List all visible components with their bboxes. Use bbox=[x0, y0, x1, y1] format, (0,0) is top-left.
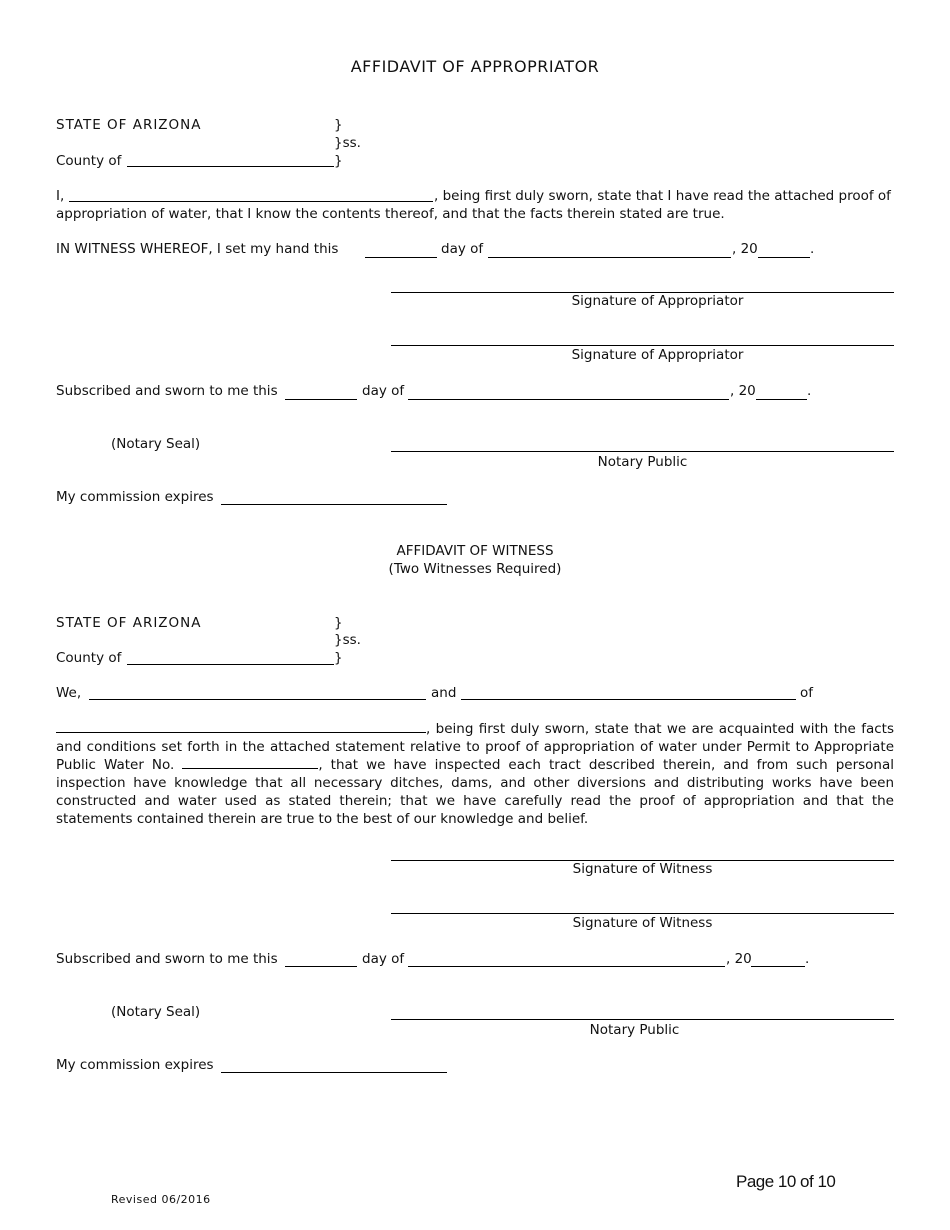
notary-public-label: Notary Public bbox=[589, 1022, 680, 1038]
county-label: County of bbox=[56, 650, 122, 666]
brace-ss: }ss. bbox=[334, 632, 361, 648]
brace: } bbox=[334, 615, 343, 631]
day-of-label: day of bbox=[362, 383, 405, 399]
witness-statement-part2: , that we have inspected each tract described therein, and from such personal inspection have knowledge that all necessary ditches, dams, and other diversions and distributing works have been constructed and water used as stated therein; that we have carefully read the proof of appropriation and that the statements contained therein are true to the best of our knowledge and belief. bbox=[56, 757, 895, 827]
witness-statement-part1: , being first duly sworn, state that we are acquainted with the facts and conditions set forth in the attached statement relative to proof of appropriation of water under Permit to Appropriate Public Water No. bbox=[56, 721, 894, 773]
day-field[interactable] bbox=[365, 257, 437, 258]
commission-label: My commission expires bbox=[56, 1057, 214, 1073]
witness-notary-month-field[interactable] bbox=[408, 966, 725, 967]
revised-date: Revised 06/2016 bbox=[111, 1193, 211, 1206]
county-field[interactable] bbox=[127, 166, 334, 167]
appropriator-signature-line-2[interactable] bbox=[391, 345, 894, 346]
period: . bbox=[810, 241, 815, 257]
witness-statement-paragraph bbox=[56, 720, 894, 828]
appropriator-name-field[interactable] bbox=[69, 201, 433, 202]
notary-year-field[interactable] bbox=[756, 399, 807, 400]
witness-signature-line-2[interactable] bbox=[391, 913, 894, 914]
witness-2-name-field[interactable] bbox=[461, 699, 796, 700]
notary-day-field[interactable] bbox=[285, 399, 357, 400]
oath-prefix: I, bbox=[56, 188, 65, 204]
witness-address-field[interactable] bbox=[56, 720, 426, 733]
year-prefix: , 20 bbox=[730, 383, 756, 399]
month-field[interactable] bbox=[488, 257, 731, 258]
page-number: Page 10 of 10 bbox=[736, 1172, 836, 1191]
notary-signature-line[interactable] bbox=[391, 451, 894, 452]
witness-notary-day-field[interactable] bbox=[285, 966, 357, 967]
notary-seal-label: (Notary Seal) bbox=[111, 436, 201, 452]
brace: } bbox=[334, 117, 343, 133]
of-label: of bbox=[800, 685, 814, 701]
and-label: and bbox=[431, 685, 457, 701]
appropriator-signature-label-2: Signature of Appropriator bbox=[571, 347, 744, 363]
year-prefix: , 20 bbox=[732, 241, 758, 257]
period: . bbox=[807, 383, 812, 399]
witness-signature-label-2: Signature of Witness bbox=[572, 915, 713, 931]
brace-ss: }ss. bbox=[334, 135, 361, 151]
state-label: STATE OF ARIZONA bbox=[56, 615, 202, 631]
oath-text-line1: , being first duly sworn, state that I have read the attached proof of bbox=[434, 188, 891, 204]
witness-title: AFFIDAVIT OF WITNESS bbox=[396, 543, 554, 559]
year-field[interactable] bbox=[758, 257, 810, 258]
witness-1-name-field[interactable] bbox=[89, 699, 426, 700]
state-label: STATE OF ARIZONA bbox=[56, 117, 202, 133]
subscribed-text: Subscribed and sworn to me this bbox=[56, 383, 278, 399]
day-of-label: day of bbox=[441, 241, 484, 257]
year-prefix: , 20 bbox=[726, 951, 752, 967]
county-label: County of bbox=[56, 153, 122, 169]
we-label: We, bbox=[56, 685, 82, 701]
commission-expires-field[interactable] bbox=[221, 504, 447, 505]
appropriator-title: AFFIDAVIT OF APPROPRIATOR bbox=[350, 57, 600, 76]
witness-subtitle: (Two Witnesses Required) bbox=[388, 561, 562, 577]
subscribed-text: Subscribed and sworn to me this bbox=[56, 951, 278, 967]
day-of-label: day of bbox=[362, 951, 405, 967]
witness-signature-label-1: Signature of Witness bbox=[572, 861, 713, 877]
oath-text-line2: appropriation of water, that I know the contents thereof, and that the facts therein stated are true. bbox=[56, 206, 725, 222]
commission-label: My commission expires bbox=[56, 489, 214, 505]
brace: } bbox=[334, 153, 343, 169]
period: . bbox=[805, 951, 810, 967]
brace: } bbox=[334, 650, 343, 666]
permit-number-field[interactable] bbox=[182, 756, 318, 769]
witness-notary-signature-line[interactable] bbox=[391, 1019, 894, 1020]
witness-notary-year-field[interactable] bbox=[751, 966, 805, 967]
witness-county-field[interactable] bbox=[127, 664, 334, 665]
notary-month-field[interactable] bbox=[408, 399, 729, 400]
notary-seal-label: (Notary Seal) bbox=[111, 1004, 201, 1020]
notary-public-label: Notary Public bbox=[597, 454, 688, 470]
witness-commission-expires-field[interactable] bbox=[221, 1072, 447, 1073]
appropriator-signature-label-1: Signature of Appropriator bbox=[571, 293, 744, 309]
witness-whereof-text: IN WITNESS WHEREOF, I set my hand this bbox=[56, 241, 339, 257]
